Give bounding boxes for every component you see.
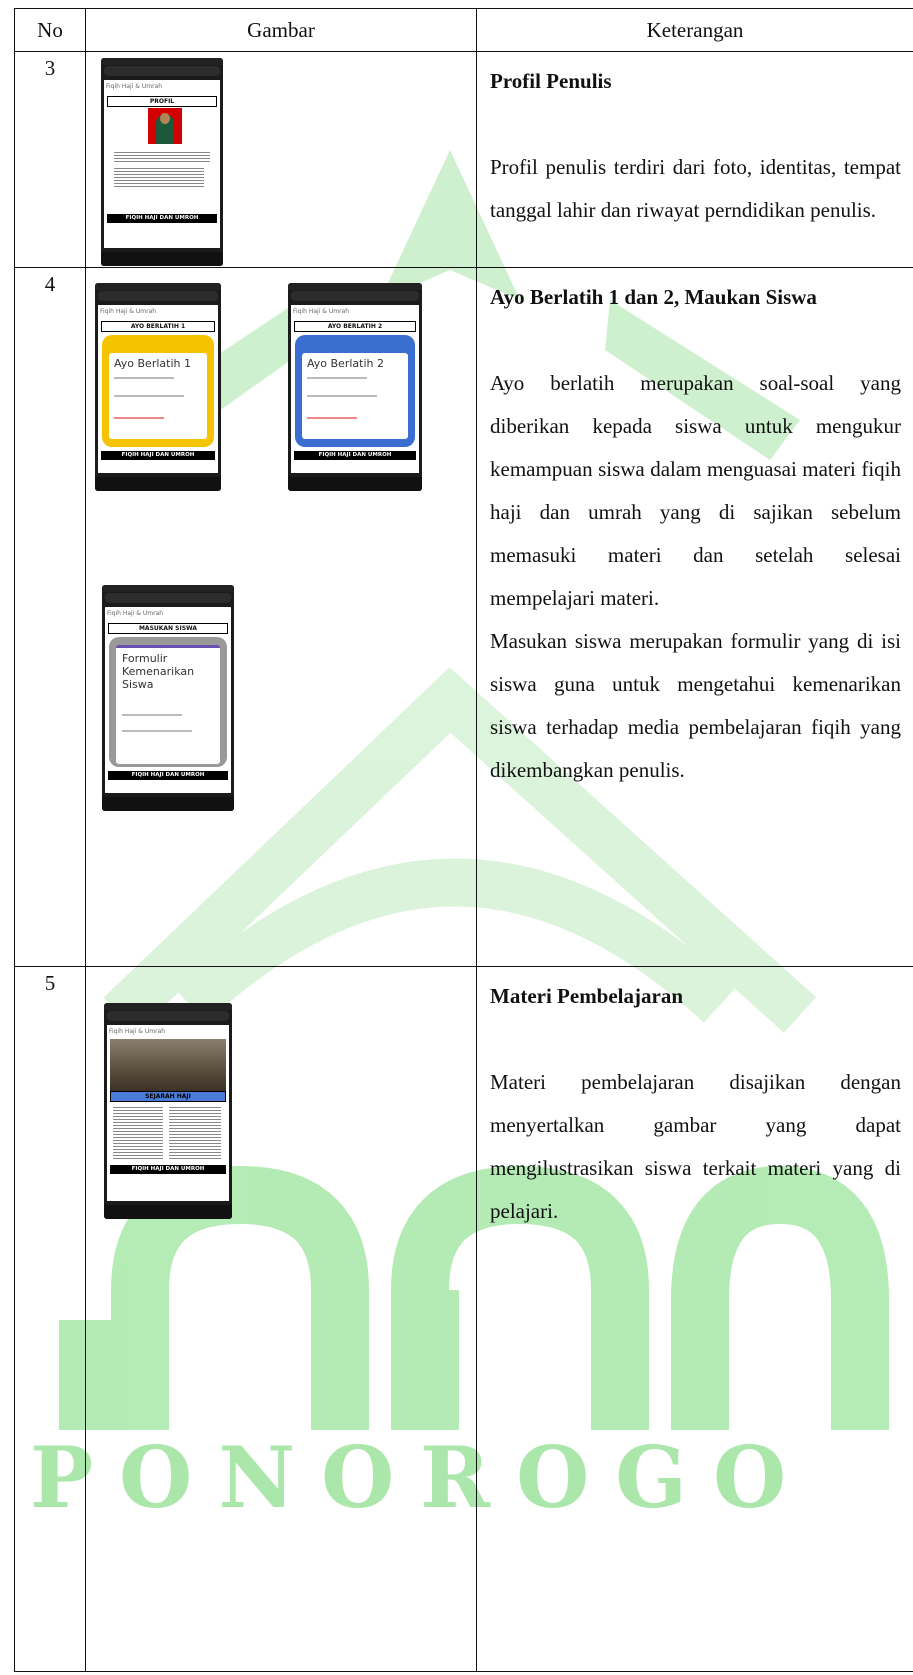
form-card	[295, 335, 415, 447]
screen-heading: SEJARAH HAJI	[110, 1091, 226, 1102]
form-title: Ayo Berlatih 1	[114, 357, 191, 370]
author-photo	[148, 108, 182, 144]
screen-heading: AYO BERLATIH 1	[101, 321, 215, 332]
screenshot-masukan-siswa	[102, 585, 234, 811]
screen-heading: AYO BERLATIH 2	[294, 321, 416, 332]
screen-footer: FIQIH HAJI DAN UMROH	[110, 1165, 226, 1174]
app-title: Fiqih Haji & Umrah	[106, 83, 163, 90]
form-card	[102, 335, 214, 447]
row-description	[477, 967, 913, 1672]
screenshot-profil	[101, 58, 223, 266]
form-title: Ayo Berlatih 2	[307, 357, 384, 370]
header-keterangan: Keterangan	[477, 9, 913, 52]
form-title: Formulir Kemenarikan Siswa	[122, 652, 195, 691]
screenshot-ayo-berlatih-1	[95, 283, 221, 491]
row-title: Ayo Berlatih 1 dan 2, Maukan Siswa	[490, 285, 817, 309]
screen-heading: PROFIL	[107, 96, 217, 107]
row-number: 5	[15, 967, 86, 1672]
form-card	[109, 637, 227, 767]
mosque-photo	[110, 1039, 226, 1091]
screen-footer: FIQIH HAJI DAN UMROH	[101, 451, 215, 460]
app-title: Fiqih Haji & Umrah	[100, 308, 157, 315]
row-title: Profil Penulis	[490, 69, 612, 93]
app-title: Fiqih Haji & Umrah	[293, 308, 350, 315]
app-title: Fiqih Haji & Umrah	[109, 1028, 166, 1035]
row-description	[477, 52, 913, 268]
header-gambar: Gambar	[86, 9, 477, 52]
row-text: Masukan siswa merupakan formulir yang di isi siswa guna untuk mengetahui kemenarikan siswa terhadap media pembelajaran fiqih yang dikembangkan penulis.	[490, 629, 901, 782]
screen-heading: MASUKAN SISWA	[108, 623, 228, 634]
screenshot-ayo-berlatih-2	[288, 283, 422, 491]
row-text: Ayo berlatih merupakan soal-soal yang diberikan kepada siswa untuk mengukur kemampuan siswa dalam menguasai materi fiqih haji dan umrah yang di sajikan sebelum memasuki materi dan setelah selesai mempelajari materi.	[490, 371, 901, 610]
row-description	[477, 268, 913, 967]
app-title: Fiqih Haji & Umrah	[107, 610, 164, 617]
screen-footer: FIQIH HAJI DAN UMROH	[108, 771, 228, 780]
row-title: Materi Pembelajaran	[490, 984, 684, 1008]
row-number: 3	[15, 52, 86, 268]
row-text: Materi pembelajaran disajikan dengan menyertalkan gambar yang dapat mengilustrasikan siswa terkait materi yang di pelajari.	[490, 1070, 901, 1223]
screenshot-sejarah-haji	[104, 1003, 232, 1219]
row-number: 4	[15, 268, 86, 967]
watermark-text: PONOROGO	[30, 1428, 813, 1527]
table-header-row	[15, 9, 913, 52]
screen-footer: FIQIH HAJI DAN UMROH	[294, 451, 416, 460]
header-no: No	[15, 9, 86, 52]
screen-footer: FIQIH HAJI DAN UMROH	[107, 214, 217, 223]
row-text: Profil penulis terdiri dari foto, identitas, tempat tanggal lahir dan riwayat perndidikan penulis.	[490, 155, 901, 222]
